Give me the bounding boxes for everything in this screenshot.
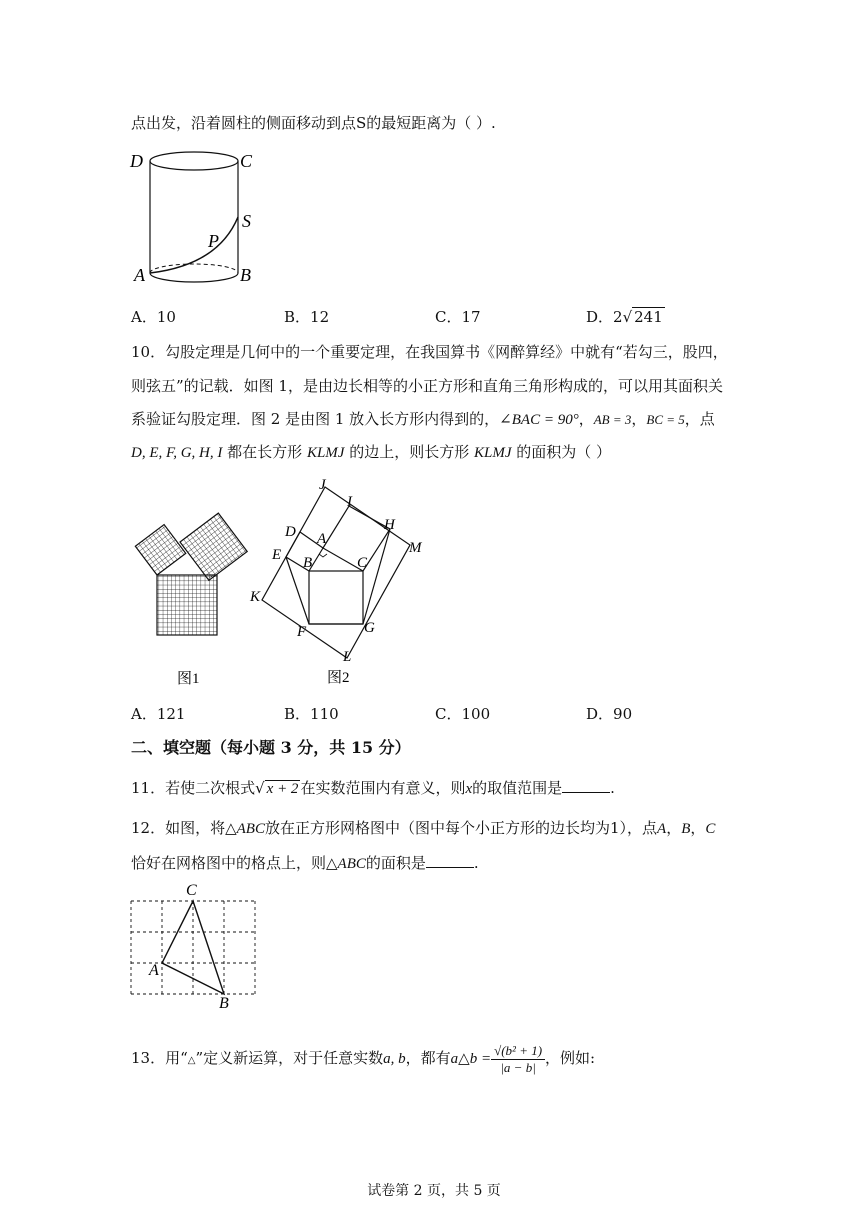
fig2-label-D: D bbox=[285, 524, 296, 540]
q11-text: 11．若使二次根式√ x + 2 在实数范围内有意义，则x的取值范围是 . bbox=[131, 779, 615, 797]
fig2-label-L: L bbox=[343, 649, 352, 665]
fig2-label-M: M bbox=[409, 540, 422, 556]
q9-option-c: C．17 bbox=[435, 308, 481, 326]
q9-text: 点出发，沿着圆柱的侧面移动到点S的最短距离为（ ）. bbox=[131, 114, 496, 132]
figure-1-pythagoras-squares bbox=[125, 505, 250, 695]
q12-line1: 12．如图，将△ABC放在正方形网格图中（图中每个小正方形的边长均为1），点A，B，C bbox=[131, 819, 716, 837]
q12-label-C: C bbox=[186, 882, 197, 899]
cylinder-figure bbox=[128, 145, 268, 290]
fig2-label-J: J bbox=[319, 477, 326, 493]
fig2-label-H: H bbox=[384, 517, 395, 533]
fig2-label-G: G bbox=[364, 620, 375, 636]
label-S: S bbox=[242, 211, 251, 231]
q12-label-B: B bbox=[219, 995, 229, 1012]
fig1-caption: 图1 bbox=[177, 671, 200, 687]
q12-label-A: A bbox=[149, 962, 159, 979]
figure-2-rectangle-klmj bbox=[245, 475, 435, 690]
q9-option-a: A．10 bbox=[131, 308, 176, 326]
q9-option-b: B．12 bbox=[284, 308, 330, 326]
q12-answer-blank bbox=[426, 853, 474, 868]
q10-option-a: A．121 bbox=[131, 705, 186, 723]
fig2-label-C: C bbox=[357, 555, 368, 571]
fig2-label-I: I bbox=[347, 494, 352, 510]
fig2-caption: 图2 bbox=[327, 670, 350, 686]
q9-option-d: D．2√ 241 bbox=[586, 308, 663, 326]
q10-line3: 系验证勾股定理．图 2 是由图 1 放入长方形内得到的，∠BAC = 90°，AB = 3，BC = 5，点 bbox=[131, 410, 715, 428]
q12-grid-triangle-figure bbox=[125, 878, 265, 1013]
section-heading: 二、填空题（每小题 3 分，共 15 分） bbox=[131, 738, 411, 757]
q12-line2: 恰好在网格图中的格点上，则△ABC的面积是 . bbox=[131, 854, 479, 872]
q13-text: 13．用“△”定义新运算，对于任意实数a, b，都有a△b = $\frac{\text{√(b² + 1)}}{|a - b|}$ ，例如: bbox=[131, 1042, 596, 1075]
label-D: D bbox=[130, 151, 143, 171]
label-A: A bbox=[134, 265, 145, 285]
fig2-label-F: F bbox=[297, 624, 307, 640]
fig2-label-E: E bbox=[272, 547, 282, 563]
label-B: B bbox=[240, 265, 251, 285]
label-P: P bbox=[208, 231, 219, 251]
fig2-label-A: A bbox=[317, 531, 327, 547]
page-footer: 试卷第 2 页，共 5 页 bbox=[367, 1183, 501, 1199]
fig2-label-K: K bbox=[250, 589, 261, 605]
q13-fraction: $\frac{\text{√(b² + 1)}}{|a - b|}$ bbox=[491, 1043, 545, 1076]
q10-line2: 则弦五”的记载．如图 1，是由边长相等的小正方形和直角三角形构成的，可以用其面积关 bbox=[131, 377, 723, 395]
q10-option-b: B．110 bbox=[284, 705, 339, 723]
q10-line1: 10．勾股定理是几何中的一个重要定理，在我国算书《网醉算经》中就有“若勾三，股四， bbox=[131, 343, 728, 361]
q11-answer-blank bbox=[562, 778, 610, 793]
q10-option-c: C．100 bbox=[435, 705, 491, 723]
q10-option-d: D．90 bbox=[586, 705, 633, 723]
q10-line4: D, E, F, G, H, I 都在长方形 KLMJ 的边上，则长方形 KLMJ 的面积为（ ） bbox=[131, 443, 612, 461]
fig2-label-B: B bbox=[303, 555, 313, 571]
label-C: C bbox=[240, 151, 253, 171]
